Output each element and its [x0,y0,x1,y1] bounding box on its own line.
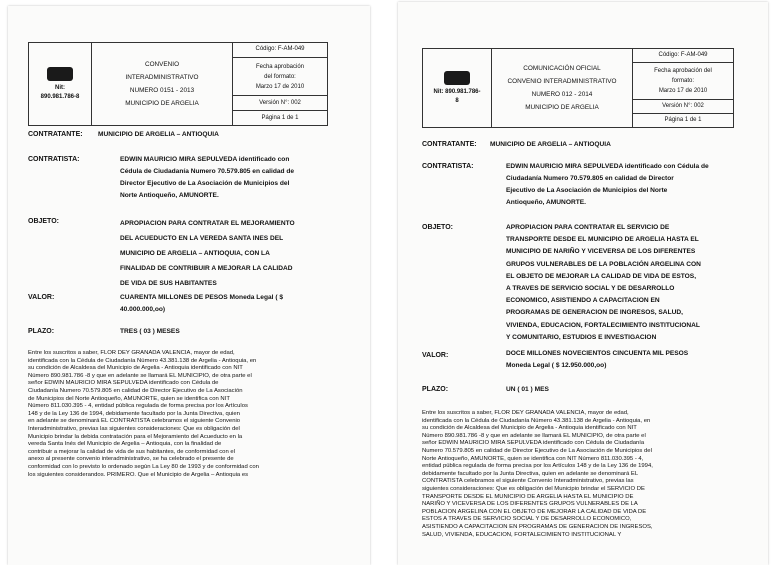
approval-date: Fecha aprobación del formato: Marzo 17 de 2010 [233,57,328,95]
header-table [422,48,734,128]
page-number: Página 1 de 1 [633,113,734,127]
municipality-logo [47,67,73,81]
document-page-1 [8,6,370,565]
document-title: COMUNICACIÓN OFICIAL CONVENIO INTERADMINISTRATIVO NUMERO 012 - 2014 MUNICIPIO DE ARGELIA [492,49,633,128]
contratante-value: MUNICIPIO DE ARGELIA – ANTIOQUIA [98,131,219,138]
page-number: Página 1 de 1 [233,111,328,126]
municipality-logo [444,71,470,85]
nit-suffix: 8 [455,97,459,104]
nit-label: Nit: [55,84,65,91]
contratante-label: CONTRATANTE: [28,131,83,138]
document-title: CONVENIO INTERADMINISTRATIVO NUMERO 0151 - 2013 MUNICIPIO DE ARGELIA [92,43,233,126]
objeto-value: APROPIACION PARA CONTRATAR EL MEJORAMIENTO DEL ACUEDUCTO EN LA VEREDA SANTA INES DEL MUNICIPIO DE ARGELIA – ANTIOQUIA, CON LA FINALIDAD DE CONTRIBUIR A MEJORAR LA CALIDAD DE VIDA DE SUS HABITANTES [120,220,295,287]
nit-label: Nit: 890.981.786- [433,88,481,95]
logo-cell [29,43,92,126]
form-code: Código: F-AM-049 [633,49,734,63]
header-table [28,42,328,126]
document-page-2 [398,2,768,565]
version-number: Versión N°: 002 [633,99,734,113]
contratista-value: EDWIN MAURICIO MIRA SEPULVEDA identificado con Cédula de Ciudadanía Numero 70.579.805 en calidad de Director Ejecutivo de La Asociación de Municipios del Norte Antioqueño, AMUNORTE. [506,163,709,206]
plazo-label: PLAZO: [28,328,55,335]
approval-date: Fecha aprobación del formato: Marzo 17 de 2010 [633,63,734,100]
valor-value: DOCE MILLONES NOVECIENTOS CINCUENTA MIL PESOS Moneda Legal ( $ 12.950.000,oo) [506,350,689,369]
body-paragraph: Entre los suscritos a saber, FLOR DEY GRANADA VALENCIA, mayor de edad, identificada con la Cédula de Ciudadanía Número 43.381.138 de Argelia - Antioquia, en su condición de Alcaldesa del Municipio de Argelia - Antioquia identificado con NIT Número 890.981.786 -8 y que en adelante se llamará EL MUNICIPIO, de otra parte el señor EDWIN MAURICIO MIRA SEPULVEDA identificado con Cédula de Ciudadanía Numero 70.579.805 en calidad de Director Ejecutivo de La Asociación de Municipios del Norte Antioqueño, AMUNORTE, quien se identifica con NIT Número 811.030.395 - 4, entidad pública regulada de forma precisa por los Artículos 148 y de la Ley 136 de 1994, debidamente facultado por la Junta Directiva, quien en adelante se denominará EL CONTRATISTA celebramos el siguiente Convenio Interadministrativo, previas las siguientes consideraciones: Que es obligación del Municipio brindar el SERVICIO DE TRANSPORTE DESDE EL MUNICIPIO DE ARGELIA HASTA EL MUNICIPIO DE NARIÑO Y VICEVERSA DE LOS DIFERENTES GRUPOS VULNERABLES DE LA POBLACION ARGELINA CON EL OBJETO DE MEJORAR LA CALIDAD DE VIDA DE ESTOS A TRAVES DE SERVICIO SOCIAL Y DE DESARROLLO ECONOMICO, ASISTIENDO A CAPACITACION EN PROGRAMAS DE GENERACION DE INGRESOS, SALUD, VIVIENDA, EDUCACION, FORTALECIMIENTO INSTITUCIONAL Y [422,410,653,538]
version-number: Versión N°: 002 [233,96,328,111]
contratista-value: EDWIN MAURICIO MIRA SEPULVEDA identificado con Cédula de Ciudadanía Numero 70.579.805 en calidad de Director Ejecutivo de La Asociación de Municipios del Norte Antioqueño, AMUNORTE. [120,156,295,199]
objeto-value: APROPIACION PARA CONTRATAR EL SERVICIO DE TRANSPORTE DESDE EL MUNICIPIO DE ARGELIA HASTA EL MUNICIPIO DE NARIÑO Y VICEVERSA DE LOS DIFERENTES GRUPOS VULNERABLES DE LA POBLACIÓN ARGELINA CON EL OBJETO DE MEJORAR LA CALIDAD DE VIDA DE ESTOS, A TRAVES DE SERVICIO SOCIAL Y DE DESARROLLO ECONOMICO, ASISTIENDO A CAPACITACION EN PROGRAMAS DE GENERACION DE INGRESOS, SALUD, VIVIENDA, EDUCACION, FORTALECIMIENTO INSTITUCIONAL Y COMUNITARIO, ESTUDIOS E INVESTIGACION [506,224,701,341]
logo-cell [423,49,492,128]
valor-label: VALOR: [28,294,55,301]
contratante-value: MUNICIPIO DE ARGELIA – ANTIOQUIA [490,141,611,148]
objeto-label: OBJETO: [28,218,59,225]
contratista-label: CONTRATISTA: [422,163,474,170]
nit-value: 890.981.786-8 [40,93,80,100]
plazo-label: PLAZO: [422,386,449,393]
valor-value: CUARENTA MILLONES DE PESOS Moneda Legal ( $ 40.000.000,oo) [120,294,284,313]
plazo-value: UN ( 01 ) MES [506,386,549,393]
body-paragraph: Entre los suscritos a saber, FLOR DEY GRANADA VALENCIA, mayor de edad, identificada con la Cédula de Ciudadanía Número 43.381.138 de Argelia - Antioquia, en su condición de Alcaldesa del Municipio de Argelia - Antioquia identificado con NIT Número 890.981.786 -8 y que en adelante se llamará EL MUNICIPIO, de otra parte el señor EDWIN MAURICIO MIRA SEPULVEDA identificado con Cédula de Ciudadanía Numero 70.579.805 en calidad de Director Ejecutivo de La Asociación de Municipios del Norte Antioqueño, AMUNORTE, quien se identifica con NIT Número 811.030.395 - 4, entidad pública regulada de forma precisa por los Artículos 148 y de la Ley 136 de 1994, debidamente facultado por la Junta Directiva, quien en adelante se denominará EL CONTRATISTA celebramos el siguiente Convenio Interadministrativo, previas las siguientes consideraciones: Que es obligación del Municipio brindar la debida contratación para el Mejoramiento del Acueducto en la vereda Santa Inés del Municipio de Argelia – Antioquia, con la finalidad de contribuir a mejorar la calidad de vida de sus habitantes, de conformidad con el anexo al presente convenio interadministrativo, se ha celebrado el presente de conformidad con lo previsto lo ordenado según La Ley 80 de 1993 y de conformidad con los siguientes considerandos. PRIMERO. Que el Municipio de Argelia – Antioquia es [28,350,259,478]
objeto-label: OBJETO: [422,224,453,231]
contratante-label: CONTRATANTE: [422,141,477,148]
plazo-value: TRES ( 03 ) MESES [120,328,180,335]
valor-label: VALOR: [422,352,449,359]
form-code: Código: F-AM-049 [233,43,328,58]
contratista-label: CONTRATISTA: [28,156,80,163]
